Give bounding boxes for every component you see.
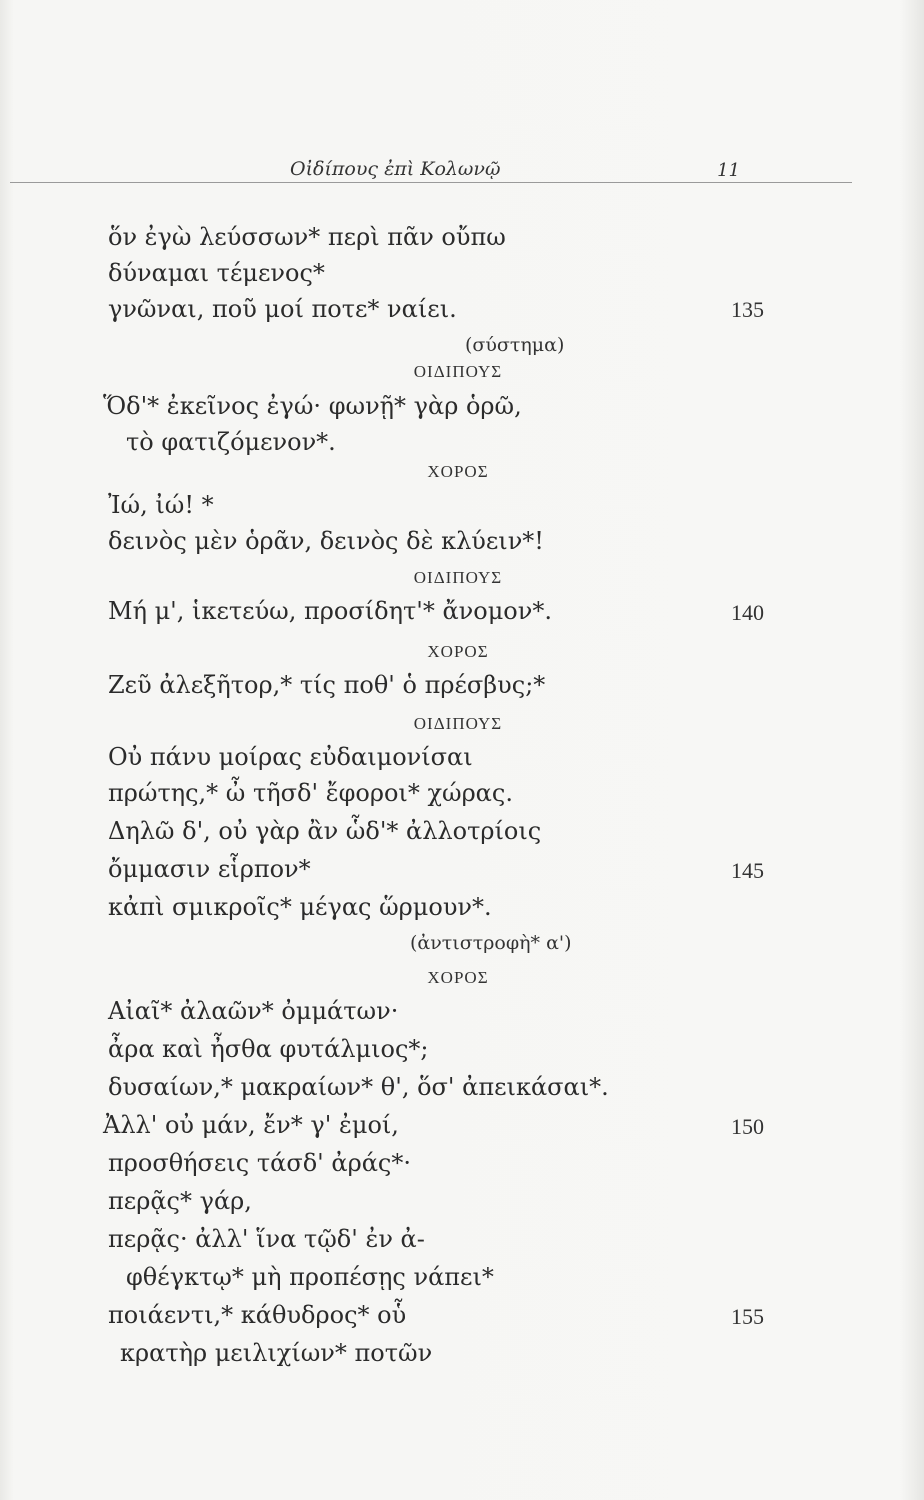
- verse-line: προσθήσεις τάσδ' ἀράς*·: [108, 1149, 411, 1177]
- verse-line: γνῶναι, ποῦ μοί ποτε* ναίει.: [108, 295, 457, 323]
- verse-line: Οὐ πάνυ μοίρας εὐδαιμονίσαι: [108, 743, 473, 771]
- verse-line: Ὅδ'* ἐκεῖνος ἐγώ· φωνῇ* γὰρ ὁρῶ,: [103, 392, 522, 420]
- speaker-label: ΟΙΔΙΠΟΥΣ: [413, 568, 503, 587]
- line-number: 145: [731, 858, 764, 883]
- verse-line: περᾷς· ἀλλ' ἵνα τῷδ' ἐν ἀ-: [108, 1225, 425, 1253]
- verse-line: φθέγκτῳ* μὴ προπέσῃς νάπει*: [126, 1263, 494, 1291]
- page-number: 11: [717, 160, 740, 181]
- section-note: (σύστημα): [465, 334, 565, 356]
- verse-line: κρατὴρ μειλιχίων* ποτῶν: [120, 1339, 433, 1367]
- line-number: 135: [731, 297, 764, 322]
- verse-line: τὸ φατιζόμενον*.: [126, 428, 336, 456]
- verse-line: πρώτης,* ὦ τῆσδ' ἔφοροι* χώρας.: [108, 779, 513, 807]
- verse-line: κἀπὶ σμικροῖς* μέγας ὥρμουν*.: [108, 893, 492, 921]
- speaker-label: ΟΙΔΙΠΟΥΣ: [413, 714, 503, 733]
- verse-line: Ἰώ, ἰώ! *: [108, 491, 214, 519]
- verse-line: ὄμμασιν εἷρπον*: [108, 855, 311, 883]
- verse-line: ἆρα καὶ ἦσθα φυτάλμιος*;: [108, 1035, 429, 1063]
- speaker-label: ΧΟΡΟΣ: [427, 642, 489, 661]
- section-note: (ἀντιστροφὴ* α'): [410, 932, 572, 954]
- line-number: 140: [731, 600, 764, 625]
- header-rule: [10, 182, 852, 183]
- verse-line: ὅν ἐγὼ λεύσσων* περὶ πᾶν οὔπω: [108, 223, 506, 251]
- verse-line: δυσαίων,* μακραίων* θ', ὅσ' ἀπεικάσαι*.: [108, 1073, 609, 1101]
- verse-line: Δηλῶ δ', οὐ γὰρ ἂν ὧδ'* ἀλλοτρίοις: [108, 817, 542, 845]
- verse-line: δύναμαι τέμενος*: [108, 259, 325, 287]
- line-number: 155: [731, 1304, 764, 1329]
- verse-line: Αἰαῖ* ἀλαῶν* ὀμμάτων·: [108, 997, 399, 1025]
- verse-line: δεινὸς μὲν ὁρᾶν, δεινὸς δὲ κλύειν*!: [108, 527, 544, 555]
- verse-line: Μή μ', ἱκετεύω, προσίδητ'* ἄνομον*.: [108, 597, 552, 625]
- running-title: Οἰδίπους ἐπὶ Κολωνῷ: [290, 158, 501, 180]
- speaker-label: ΧΟΡΟΣ: [427, 462, 489, 481]
- speaker-label: ΧΟΡΟΣ: [427, 968, 489, 987]
- speaker-label: ΟΙΔΙΠΟΥΣ: [413, 362, 503, 381]
- verse-line: περᾷς* γάρ,: [108, 1187, 252, 1215]
- verse-line: ποιάεντι,* κάθυδρος* οὗ: [108, 1301, 407, 1329]
- running-head: [290, 158, 740, 190]
- verse-line: Ἀλλ' οὐ μάν, ἔν* γ' ἐμοί,: [103, 1111, 399, 1139]
- verse-line: Ζεῦ ἀλεξῆτορ,* τίς ποθ' ὁ πρέσβυς;*: [108, 671, 546, 699]
- line-number: 150: [731, 1114, 764, 1139]
